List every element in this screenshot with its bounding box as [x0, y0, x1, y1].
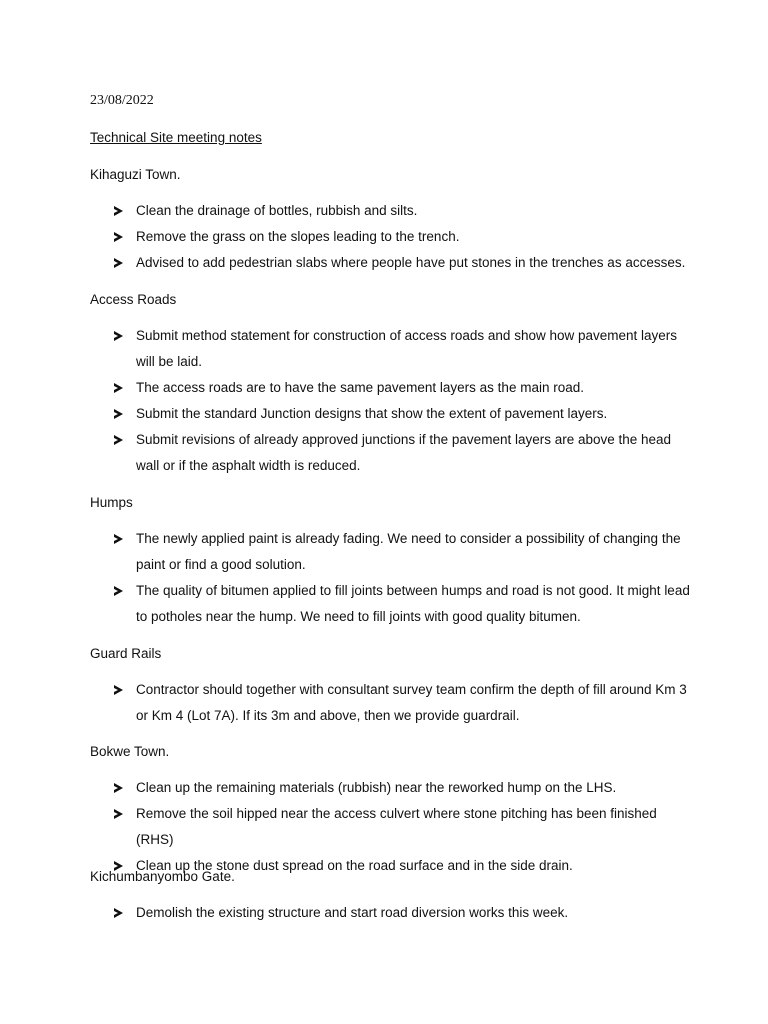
- list-item: The access roads are to have the same pavement layers as the main road.: [110, 375, 690, 401]
- arrow-bullet-icon: [114, 409, 123, 419]
- bullet-list-bokwe: [110, 775, 690, 879]
- arrow-bullet-icon: [114, 685, 123, 695]
- list-item: Submit method statement for construction of access roads and show how pavement layers will be laid.: [110, 323, 690, 375]
- section-heading-access-roads: Access Roads: [90, 292, 177, 307]
- list-item: Advised to add pedestrian slabs where people have put stones in the trenches as accesses.: [110, 250, 690, 276]
- list-item: Contractor should together with consultant survey team confirm the depth of fill around Km 3 or Km 4 (Lot 7A). If its 3m and above, then we provide guardrail.: [110, 677, 690, 729]
- bullet-list-guard-rails: [110, 677, 690, 729]
- section-heading-humps: Humps: [90, 495, 133, 510]
- bullet-list-kihaguzi: [110, 198, 690, 276]
- list-item: Clean up the stone dust spread on the road surface and in the side drain.: [110, 853, 690, 879]
- list-item: Clean the drainage of bottles, rubbish and silts.: [110, 198, 690, 224]
- arrow-bullet-icon: [114, 534, 123, 544]
- arrow-bullet-icon: [114, 435, 123, 445]
- list-item: Clean up the remaining materials (rubbish) near the reworked hump on the LHS.: [110, 775, 690, 801]
- list-item: The quality of bitumen applied to fill joints between humps and road is not good. It might lead to potholes near the hump. We need to fill joints with good quality bitumen.: [110, 578, 690, 630]
- arrow-bullet-icon: [114, 783, 123, 793]
- section-heading-kihaguzi: Kihaguzi Town.: [90, 167, 181, 182]
- bullet-list-humps: [110, 526, 690, 630]
- bullet-list-access-roads: [110, 323, 690, 479]
- arrow-bullet-icon: [114, 908, 123, 918]
- list-item: Submit revisions of already approved junctions if the pavement layers are above the head wall or if the asphalt width is reduced.: [110, 427, 690, 479]
- section-heading-bokwe: Bokwe Town.: [90, 744, 170, 759]
- page-title: Technical Site meeting notes: [90, 130, 262, 145]
- list-item: Remove the grass on the slopes leading to the trench.: [110, 224, 690, 250]
- list-item: Remove the soil hipped near the access culvert where stone pitching has been finished (RHS): [110, 801, 690, 853]
- list-item: Demolish the existing structure and start road diversion works this week.: [110, 900, 690, 926]
- bullet-list-kichumbanyombo: [110, 900, 690, 926]
- list-item: The newly applied paint is already fading. We need to consider a possibility of changing the paint or find a good solution.: [110, 526, 690, 578]
- section-heading-kichumbanyombo: Kichumbanyombo Gate.: [90, 869, 235, 884]
- arrow-bullet-icon: [114, 258, 123, 268]
- arrow-bullet-icon: [114, 232, 123, 242]
- arrow-bullet-icon: [114, 331, 123, 341]
- arrow-bullet-icon: [114, 383, 123, 393]
- section-heading-guard-rails: Guard Rails: [90, 646, 162, 661]
- arrow-bullet-icon: [114, 809, 123, 819]
- arrow-bullet-icon: [114, 586, 123, 596]
- arrow-bullet-icon: [114, 206, 123, 216]
- list-item: Submit the standard Junction designs that show the extent of pavement layers.: [110, 401, 690, 427]
- meeting-date: 23/08/2022: [90, 93, 154, 108]
